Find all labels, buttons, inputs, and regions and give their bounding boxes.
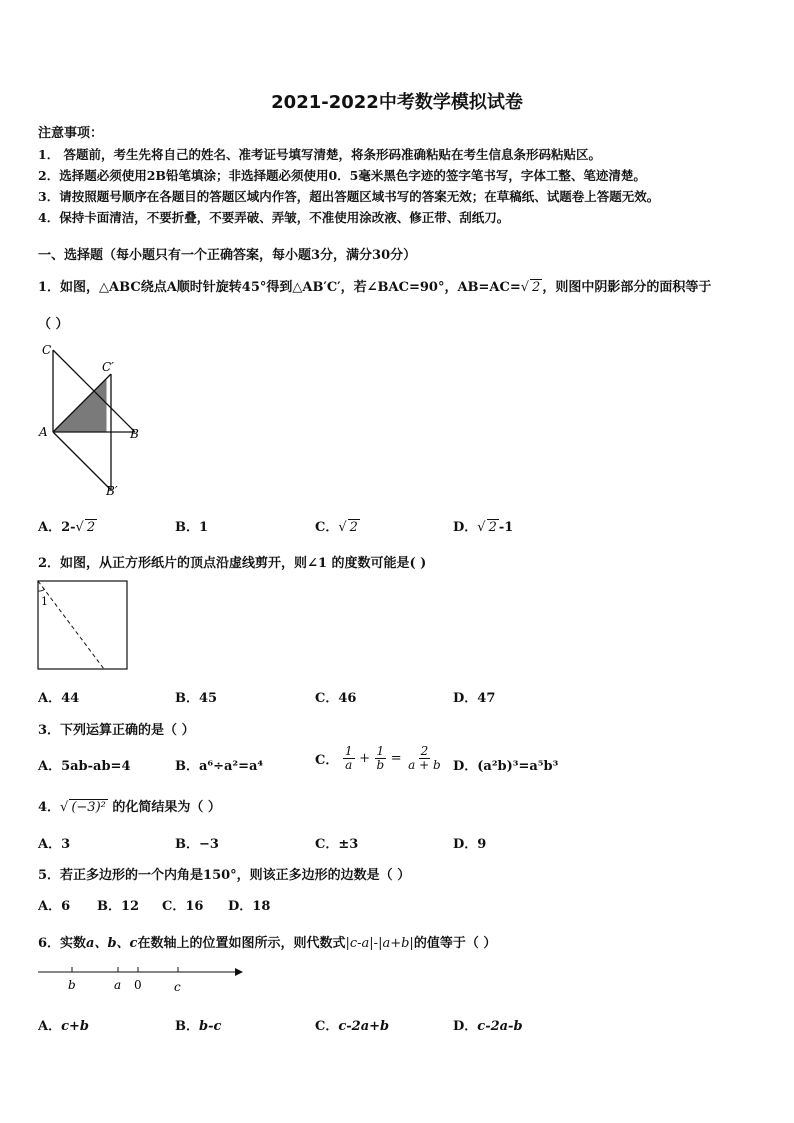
denominator: a — [345, 758, 353, 772]
q2-option-b[interactable]: B．45 — [175, 691, 218, 706]
note-item-4: 4．保持卡面清洁，不要折叠，不要弄破、弄皱，不准使用涂改液、修正带、刮纸刀。 — [38, 210, 510, 225]
question-6 — [38, 932, 496, 951]
option-letter: B． — [175, 1019, 199, 1034]
q2-angle-label: 1 — [41, 595, 48, 608]
option-value: b-c — [199, 1019, 222, 1034]
question-2: 2．如图，从正方形纸片的顶点沿虚线剪开，则∠1 的度数可能是( ) — [38, 556, 427, 571]
q4-option-c[interactable]: C．±3 — [315, 837, 359, 852]
sqrt-icon: √ — [520, 280, 530, 295]
option-letter: A． — [38, 520, 62, 535]
option-text: 2- — [61, 520, 76, 535]
option-value: c-2a+b — [338, 1019, 390, 1034]
q1-label-b-prime: B′ — [106, 484, 118, 498]
option-letter: A． — [38, 1019, 62, 1034]
fraction — [375, 745, 387, 772]
q2-angle-arc — [38, 589, 45, 591]
q1-label-c: C — [42, 343, 52, 357]
q6-option-c[interactable] — [315, 1015, 389, 1034]
plus-sign: + — [359, 751, 370, 766]
option-value: c-2a-b — [477, 1019, 523, 1034]
section-heading: 一、选择题（每小题只有一个正确答案，每小题3分，满分30分） — [38, 248, 417, 263]
q1-text-b: ，则图中阴影部分的面积等于 — [542, 280, 712, 295]
q5-option-b[interactable]: B．12 — [97, 899, 140, 914]
note-item-2: 2．选择题必须使用2B铅笔填涂；非选择题必须使用0．5毫米黑色字迹的签字笔书写，字体工整、笔迹清楚。 — [38, 168, 646, 183]
equals-sign: = — [390, 751, 402, 766]
sqrt-icon: √ — [60, 800, 69, 815]
question-5: 5．若正多边形的一个内角是150°，则该正多边形的边数是（ ） — [38, 868, 411, 883]
q1-option-d[interactable] — [453, 516, 513, 535]
page-title: 2021-2022中考数学模拟试卷 — [271, 92, 523, 113]
denominator: a + b — [408, 758, 441, 772]
q2-option-d[interactable]: D．47 — [453, 691, 496, 706]
notes-heading: 注意事项： — [38, 126, 104, 141]
question-4 — [38, 796, 221, 815]
q2-option-a[interactable]: A．44 — [38, 691, 80, 706]
label-c: c — [174, 980, 181, 994]
q1-option-a[interactable] — [38, 516, 97, 535]
numerator: 1 — [376, 744, 385, 758]
option-letter: B． — [175, 520, 199, 535]
option-letter: D． — [453, 520, 478, 535]
q1-triangle-figure — [36, 340, 146, 500]
q1-answer-paren: （ ） — [38, 317, 69, 332]
note-item-3: 3．请按照题号顺序在各题目的答题区域内作答，超出答题区域书写的答案无效；在草稿纸、试题卷上答题无效。 — [38, 189, 660, 204]
q1-label-a: A — [39, 425, 48, 439]
q4-option-b[interactable]: B．−3 — [175, 837, 219, 852]
sqrt-icon: √ — [75, 520, 84, 535]
q2-option-c[interactable]: C．46 — [315, 691, 357, 706]
numerator: 1 — [344, 744, 353, 758]
sqrt-icon: √ — [338, 520, 347, 535]
q4-option-a[interactable]: A．3 — [38, 837, 71, 852]
option-letter: D． — [453, 1019, 478, 1034]
option-radicand: 2 — [349, 520, 358, 535]
q3-option-a[interactable]: A．5ab-ab=4 — [38, 759, 131, 774]
denominator: b — [376, 758, 385, 772]
q1-label-c-prime: C′ — [102, 360, 114, 374]
q5-option-c[interactable]: C．16 — [162, 899, 204, 914]
label-b: b — [68, 978, 76, 992]
fraction — [343, 745, 355, 772]
fraction — [406, 745, 443, 772]
question-1 — [38, 276, 711, 295]
q3-option-d[interactable]: D．(a²b)³=a⁵b³ — [453, 759, 559, 774]
q1-text-a: 1．如图，△ABC绕点A顺时针旋转45°得到△AB′C′，若∠BAC=90°，AB=AC= — [38, 280, 521, 295]
q1-label-b: B — [130, 427, 139, 441]
q5-option-a[interactable]: A．6 — [38, 899, 71, 914]
q1-option-c[interactable] — [315, 516, 360, 535]
q6-text-b: 在数轴上的位置如图所示，则代数式 — [137, 936, 346, 951]
q1-option-b[interactable] — [175, 516, 208, 535]
q6-text-c: 的值等于（ ） — [413, 936, 497, 951]
numerator: 2 — [420, 744, 429, 758]
option-letter: C． — [315, 520, 339, 535]
q6-option-a[interactable] — [38, 1015, 89, 1034]
q6-text-a: 6．实数 — [38, 936, 87, 951]
q6-expression: |c-a|-|a+b| — [345, 936, 414, 951]
q1-radicand: 2 — [532, 280, 541, 295]
q2-square — [38, 581, 127, 669]
q6-number-line — [36, 962, 251, 996]
q2-square-figure — [36, 578, 131, 673]
option-letter: C． — [315, 1019, 339, 1034]
q3-option-b[interactable]: B．a⁶÷a²=a⁴ — [175, 759, 264, 774]
option-value: c+b — [61, 1019, 89, 1034]
option-radicand: 2 — [488, 520, 497, 535]
label-zero: 0 — [134, 978, 142, 992]
option-text: -1 — [498, 520, 514, 535]
q1-side-ab-prime — [53, 432, 111, 490]
question-3: 3．下列运算正确的是（ ） — [38, 723, 195, 738]
q3-option-c[interactable] — [315, 745, 443, 772]
q5-option-d[interactable]: D．18 — [228, 899, 271, 914]
q4-number: 4． — [38, 800, 61, 815]
q6-option-b[interactable] — [175, 1015, 221, 1034]
q4-text: 的化简结果为（ ） — [112, 800, 221, 815]
option-letter: C． — [315, 753, 339, 768]
q6-option-d[interactable] — [453, 1015, 523, 1034]
sqrt-icon: √ — [477, 520, 486, 535]
option-text: 1 — [199, 520, 209, 535]
q6-vars: a、b、c — [86, 936, 138, 951]
number-line-arrow-icon — [235, 968, 243, 976]
q4-radicand: (−3)² — [71, 800, 106, 815]
option-radicand: 2 — [86, 520, 96, 535]
q4-option-d[interactable]: D．9 — [453, 837, 487, 852]
label-a: a — [114, 978, 122, 992]
note-item-1: 1． 答题前，考生先将自己的姓名、准考证号填写清楚，将条形码准确粘贴在考生信息条形码粘贴区。 — [38, 147, 602, 162]
